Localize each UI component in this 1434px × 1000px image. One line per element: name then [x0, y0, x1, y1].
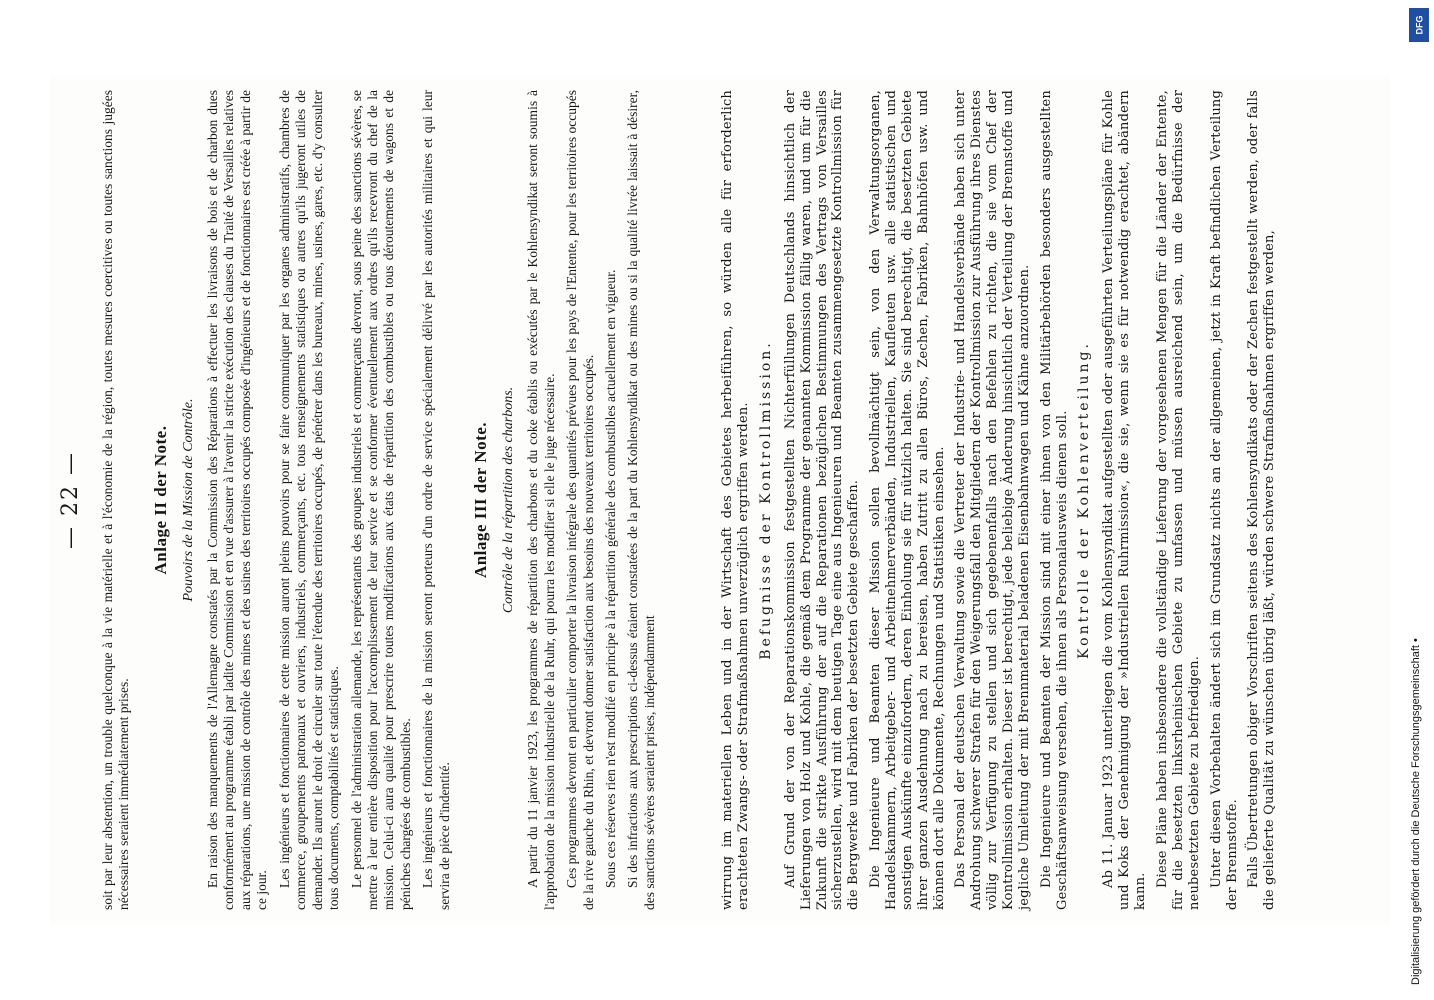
german-paragraph: Unter diesen Vorbehalten ändert sich im Grundsatz nichts an der allgemeinen, jetzt in Kraft befindlichen Verteilung der Brennstoffe.: [1208, 90, 1240, 910]
french-paragraph: Les ingénieurs et fonctionnaires de cette mission auront pleins pouvoirs pour se faire communiquer par les organes administratifs, chambres de commerce, groupements patronaux et ouvriers, industriels, commerçants, etc. tous renseignements statistiques ou autres qu'ils jugeront utiles de demander. Ils auront le droit de circuler sur toute l'étendue des territoires occupés, de pénétrer dans les bureaux, mines, usines, gares, etc. d'y consulter tous documents, comptabilités et statistiques.: [276, 90, 342, 910]
german-paragraph-continued: wirrung im materiellen Leben und in der Wirtschaft des Gebietes herbeiführen, so würden alle für erforderlich erachteten Zwangs- oder Strafmaßnahmen unverzüglich ergriffen werden.: [720, 90, 751, 910]
french-column-block: [50, 75, 710, 925]
german-paragraph: Diese Pläne haben insbesondere die vollständige Lieferung der vorgesehenen Mengen für die Länder der Entente, für die besetzten linksrheinischen Gebiete zu umfassen und müssen ausreichend sein, um die Bedürfnisse der neubesetzten Gebiete zu befriedigen.: [1155, 90, 1202, 910]
french-paragraph: Ces programmes devront en particulier comporter la livraison intégrale des quantités prévues pour les pays de l'Entente, pour les territoires occupés de la rive gauche du Rhin, et devront donner satisfaction aux besoins des nouveaux territoires occupés.: [564, 90, 596, 910]
french-paragraph: Le personnel de l'administration allemande, les représentants des groupes industriels et commerçants devront, sous peine des sanctions sévères, se mettre à leur entière disposition pour l'accomplissement de leur service et se conformer éventuellement aux ordres qu'ils recevront du chef de la mission. Celui-ci aura qualité pour prescrire toutes modifications aux états de répartition des combustibles ou tous déroutements de wagons et de péniches chargées de combustibles.: [348, 90, 413, 910]
credit-text: Digitalisierung gefördert durch die Deutsche Forschungsgemeinschaft •: [1410, 638, 1422, 985]
french-paragraph: Si des infractions aux prescriptions ci-dessus étaient constatées de la part du Kohlensyndikat ou des mines ou si la qualité livrée laissait à désirer, des sanctions sévères seraient prises, indépendamment: [625, 90, 657, 910]
german-text-column: [720, 75, 1284, 925]
french-paragraph-continued: soit par leur abstention, un trouble quelconque à la vie matérielle et à l'économie de la région, toutes mesures coercitives ou toutes sanctions jugées nécessaires seraient immédiatement prises.: [100, 90, 132, 910]
german-section-title-1: Befugnisse der Kontrollmission.: [757, 340, 774, 660]
french-text-column: [100, 75, 664, 925]
french-paragraph: Sous ces réserves rien n'est modifié en principe à la répartition générale des combustibles actuellement en vigueur.: [603, 269, 618, 888]
french-section-title-1: Pouvoirs de la Mission de Contrôle.: [180, 398, 196, 602]
digitization-credit: [1406, 0, 1432, 1000]
document-page: [50, 75, 1390, 925]
german-paragraph: Die Ingenieure und Beamten der Mission sind mit einer ihnen von den Militärbehörden besonders ausgestellten Geschäftsanweisung versehen, die ihnen als Personalausweis dienen soll.: [1038, 90, 1070, 910]
german-paragraph: Ab 11. Januar 1923 unterliegen die vom Kohlensyndikat aufgestellten oder ausgeführten Verteilungspläne für Kohle und Koks der Genehmigung der »Industriellen Ruhrmission«, die sie, wenn sie es für notwendig erachtet, abändern kann.: [1101, 90, 1149, 910]
page-number: — 22 —: [58, 451, 83, 549]
german-paragraph: Die Ingenieure und Beamten dieser Mission sollen bevollmächtigt sein, von den Verwaltungsorganen, Handelskammern, Arbeitgeber- und Arbeitnehmerverbänden, Industriellen, Kaufleuten usw. alle statistischen und sonstigen Auskünfte einzufordern, deren Einholung sie für nützlich halten. Sie sind berechtigt, die besetzten Gebiete ihrer ganzen Ausdehnung nach zu bereisen, haben Zutritt zu allen Büros, Zechen, Fabriken, Bahnhöfen usw. und können dort alle Dokumente, Rechnungen und Statistiken einsehen.: [868, 90, 947, 910]
german-paragraph: Das Personal der deutschen Verwaltung sowie die Vertreter der Industrie- und Handelsverbände haben sich unter Androhung schwerer Strafen für den Weigerungsfall den Mitgliedern der Kontrollmission zur Ausführung ihres Dienstes völlig zur Verfügung zu stellen und sich gegebenenfalls nach den Befehlen zu richten, die sie vom Chef der Kontrollmission erhalten. Dieser ist berechtigt, jede beliebige Änderung hinsichtlich der Verteilung der Brennstoffe und jegliche Umleitung der mit Brennmaterial beladenen Eisenbahnwagen und Kähne anzuordnen.: [953, 90, 1032, 910]
annex-3-title: Anlage III der Note.: [471, 421, 491, 579]
dfg-logo: DFG: [1409, 8, 1429, 42]
french-section-title-2: Contrôle de la répartition des charbons.: [501, 386, 517, 614]
german-paragraph: Auf Grund der von der Reparationskommission festgestellten Nichterfüllungen Deutschlands hinsichtlich der Lieferungen von Holz und Kohle, die gemäß dem Programme der genannten Kommission fällig waren, und um für die Zukunft die strikte Ausführung der auf die Reparationen bezüglichen Bestimmungen des Vertrags von Versailles sicherzustellen, wird mit dem heutigen Tage eine aus Ingenieuren und Beamten zusammengesetzte Kontrollmission für die Bergwerke und Fabriken der besetzten Gebiete geschaffen.: [782, 90, 862, 910]
french-paragraph: Les ingénieurs et fonctionnaires de la mission seront porteurs d'un ordre de service spécialement délivré par les autorités militaires et qui leur servira de pièce d'indentité.: [420, 90, 452, 910]
german-section-title-2: Kontrolle der Kohlenverteilung.: [1076, 341, 1093, 659]
german-paragraph: Falls Übertretungen obiger Vorschriften seitens des Kohlensyndikats oder der Zechen festgestellt werden, oder falls die gelieferte Qualität zu wünschen übrig läßt, würden schwere Strafmaßnahmen ergriffen werden,: [1246, 90, 1278, 910]
french-paragraph: A partir du 11 janvier 1923, les programmes de répartition des charbons et du coke établis ou exécutés par le Kohlensyndikat seront soumis à l'approbation de la mission industrielle de la Ruhr, qui pourra les modifier si elle le juge nécessaire.: [525, 90, 557, 910]
french-paragraph: En raison des manquements de l'Allemagne constatés par la Commission des Réparations à effectuer les livraisons de bois et de charbon dues conformément au programme établi par ladite Commission et en vue d'assurer à l'avenir la stricte exécution des clauses du Traité de Versailles relatives aux réparations, une mission de contrôle des mines et des usines des territoires occupés composée d'ingénieurs et de fonctionnaires est créée à partir de ce jour.: [204, 90, 270, 910]
german-column-block: [710, 75, 1390, 925]
annex-2-title: Anlage II der Note.: [150, 425, 170, 575]
